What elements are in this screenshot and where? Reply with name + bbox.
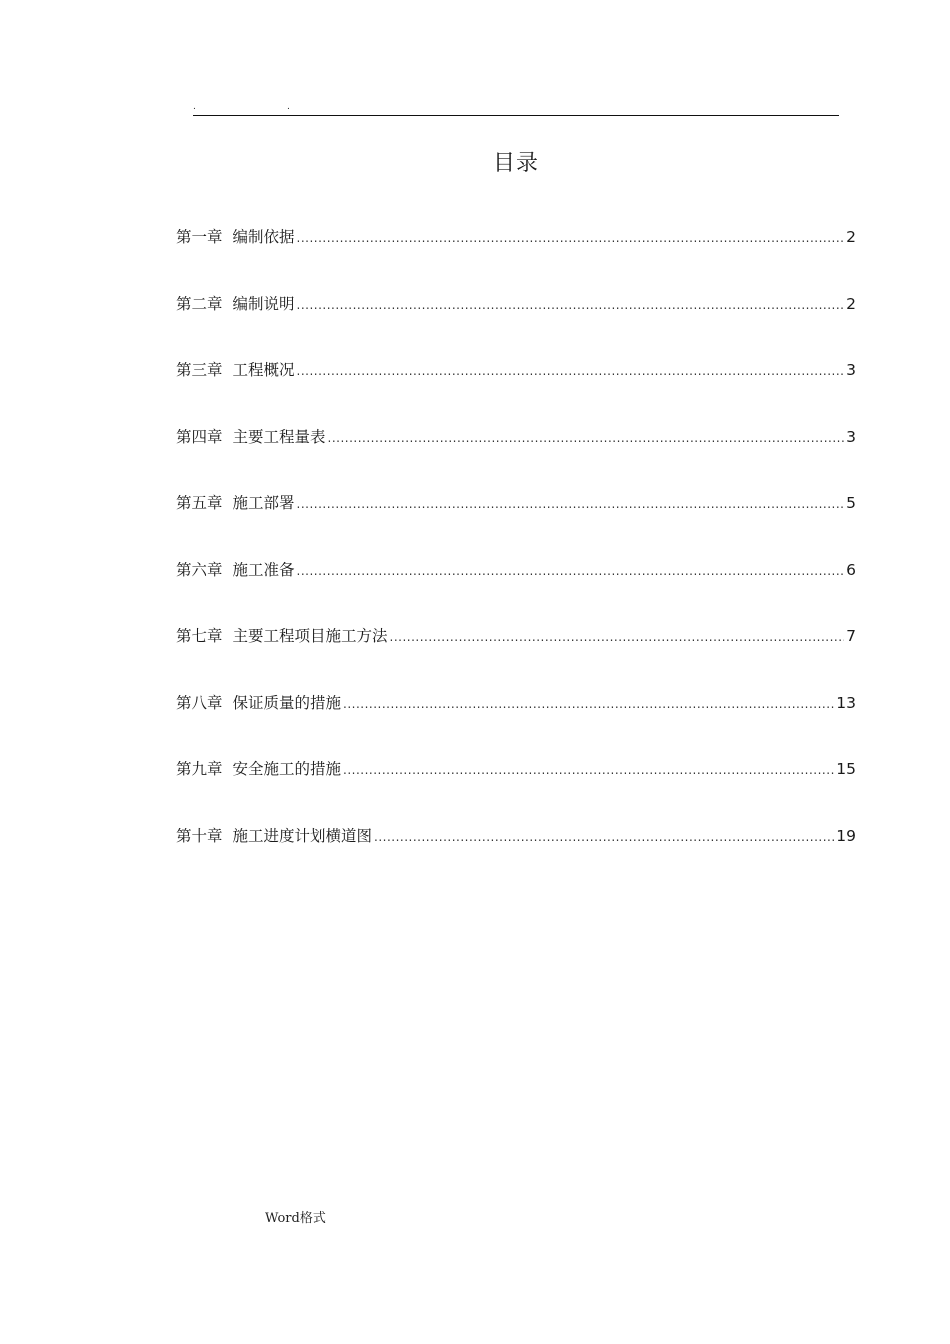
toc-entry[interactable] <box>176 821 856 851</box>
toc-leader <box>374 822 834 852</box>
toc-leader <box>297 356 845 386</box>
toc-chapter: 第十章 <box>176 826 223 845</box>
toc-chapter: 第四章 <box>176 427 223 446</box>
toc-leader <box>297 223 845 253</box>
toc-text: 主要工程项目施工方法 <box>232 627 388 645</box>
toc-leader <box>390 622 845 652</box>
toc-page-number: 6 <box>846 560 856 579</box>
toc-page-number: 3 <box>846 427 856 446</box>
toc-text: 编制说明 <box>232 294 295 313</box>
toc-leader <box>297 489 845 519</box>
toc-leader <box>328 423 845 453</box>
toc-text: 主要工程量表 <box>232 427 326 446</box>
toc-page-number: 5 <box>846 494 856 512</box>
toc-entry[interactable] <box>176 289 856 319</box>
toc-page-number: 3 <box>846 361 856 379</box>
toc-chapter: 第一章 <box>176 228 223 246</box>
toc-text: 施工部署 <box>232 494 295 512</box>
toc-page-number: 19 <box>836 826 856 845</box>
toc-entry[interactable] <box>176 754 856 784</box>
toc-entry[interactable] <box>176 488 856 518</box>
toc-entry[interactable] <box>176 555 856 585</box>
toc-chapter: 第六章 <box>176 560 223 579</box>
toc-text: 安全施工的措施 <box>232 760 342 778</box>
toc-leader <box>297 290 845 320</box>
toc-chapter: 第五章 <box>176 494 223 512</box>
toc-entry[interactable] <box>176 688 856 718</box>
toc-entry[interactable] <box>176 222 856 252</box>
header-rule <box>193 115 839 116</box>
toc-title: 目录 <box>492 151 539 176</box>
toc-text: 施工准备 <box>232 560 295 579</box>
toc-leader <box>343 689 834 719</box>
toc-leader <box>343 755 834 785</box>
toc-page-number: 2 <box>846 294 856 313</box>
toc-chapter: 第八章 <box>176 693 223 712</box>
toc-chapter: 第九章 <box>176 760 223 778</box>
toc-text: 工程概况 <box>232 361 295 379</box>
toc-leader <box>297 556 845 586</box>
page-footer: Word格式 <box>265 1211 326 1226</box>
toc-entry[interactable] <box>176 355 856 385</box>
header-mark-right: . <box>287 102 290 112</box>
page-header <box>193 100 839 114</box>
toc-entry[interactable] <box>176 621 856 651</box>
toc-page-number: 7 <box>846 627 856 645</box>
toc-chapter: 第二章 <box>176 294 223 313</box>
toc-text: 编制依据 <box>232 228 295 246</box>
toc-entry[interactable] <box>176 422 856 452</box>
header-mark-left: . <box>193 102 196 112</box>
toc-page-number: 2 <box>846 228 856 246</box>
toc-page-number: 15 <box>836 760 856 778</box>
toc-text: 保证质量的措施 <box>232 693 342 712</box>
toc-chapter: 第三章 <box>176 361 223 379</box>
toc-page-number: 13 <box>836 693 856 712</box>
toc-text: 施工进度计划横道图 <box>232 826 373 845</box>
toc-list <box>176 222 856 887</box>
toc-chapter: 第七章 <box>176 627 223 645</box>
